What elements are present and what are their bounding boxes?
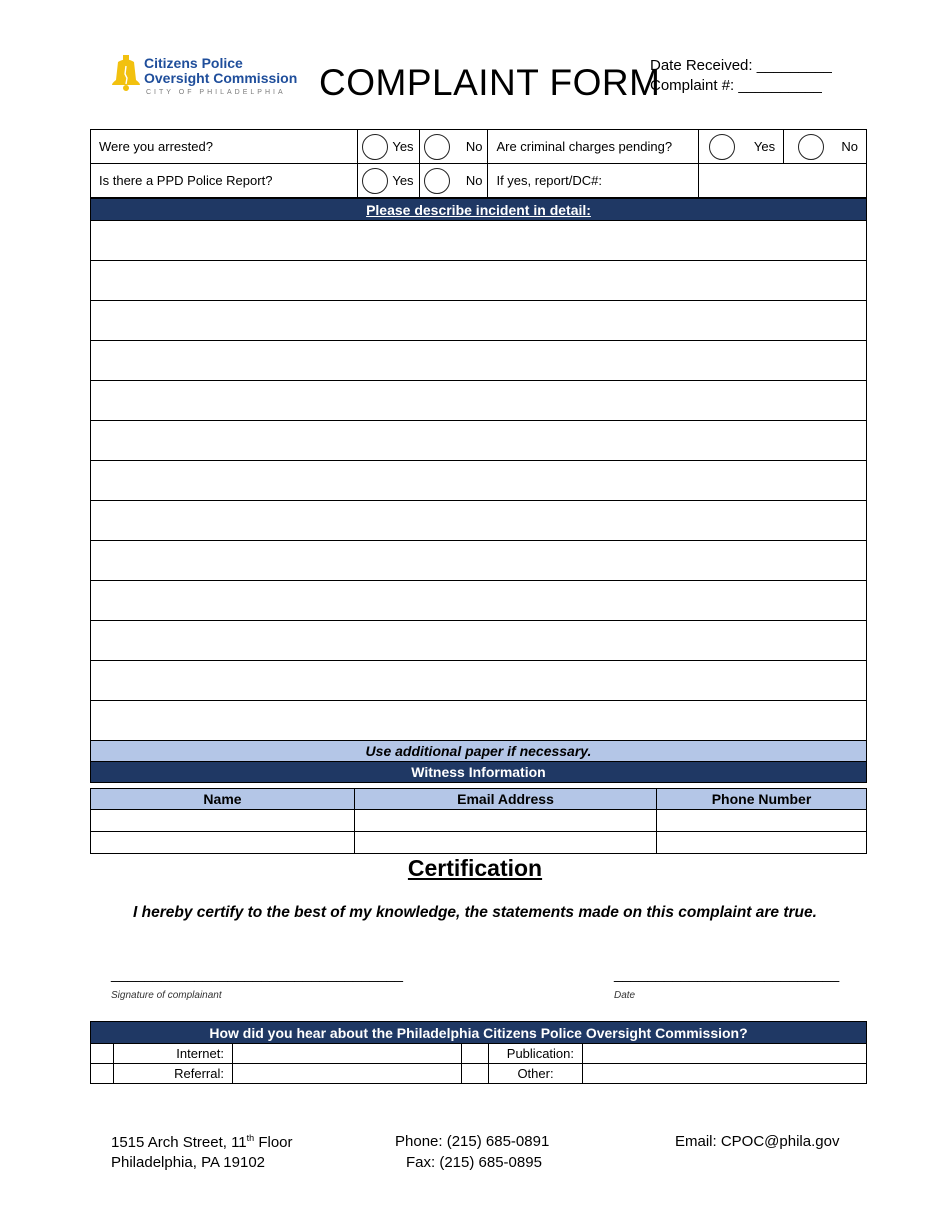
- publication-input[interactable]: [583, 1044, 867, 1064]
- email-address[interactable]: Email: CPOC@phila.gov: [675, 1133, 840, 1150]
- address-floor: Floor: [254, 1134, 293, 1151]
- address-line2: Philadelphia, PA 19102: [111, 1154, 266, 1171]
- report-yes-radio[interactable]: [362, 168, 388, 194]
- publication-checkbox[interactable]: [462, 1044, 489, 1064]
- incident-line[interactable]: [91, 221, 867, 261]
- charges-yes-radio[interactable]: [709, 134, 735, 160]
- arrested-question: Were you arrested?: [91, 130, 358, 164]
- incident-line[interactable]: [91, 381, 867, 421]
- yes-label: Yes: [753, 139, 776, 154]
- incident-heading: [91, 199, 867, 221]
- yes-label: Yes: [392, 173, 414, 188]
- charges-question: Are criminal charges pending?: [488, 130, 699, 164]
- incident-line[interactable]: [91, 341, 867, 381]
- report-no-option[interactable]: [419, 164, 488, 198]
- report-yes-option[interactable]: [357, 164, 419, 198]
- arrested-yes-option[interactable]: [357, 130, 419, 164]
- arrested-yes-radio[interactable]: [362, 134, 388, 160]
- witness-table: [90, 788, 867, 854]
- referral-label: Referral:: [114, 1064, 233, 1084]
- charges-no-radio[interactable]: [798, 134, 824, 160]
- incident-line[interactable]: [91, 701, 867, 741]
- witness-phone-input[interactable]: [657, 810, 867, 832]
- witness-name-input[interactable]: [91, 832, 355, 854]
- incident-detail-table: [90, 198, 867, 783]
- table-row: [91, 832, 867, 854]
- address-ordinal: th: [246, 1133, 255, 1143]
- incident-heading-text: Please describe incident in detail:: [366, 201, 591, 218]
- referral-heading: How did you hear about the Philadelphia Citizens Police Oversight Commission?: [91, 1022, 867, 1044]
- witness-email-input[interactable]: [355, 810, 657, 832]
- signature-line[interactable]: ___________________________________: [111, 966, 403, 983]
- referral-input[interactable]: [233, 1064, 462, 1084]
- incident-line[interactable]: [91, 261, 867, 301]
- charges-no-option[interactable]: [784, 130, 867, 164]
- report-no-radio[interactable]: [424, 168, 450, 194]
- certification-heading: Certification: [407, 855, 543, 881]
- liberty-bell-logo-icon: [110, 54, 142, 92]
- incident-line[interactable]: [91, 461, 867, 501]
- incident-line[interactable]: [91, 501, 867, 541]
- arrested-no-radio[interactable]: [424, 134, 450, 160]
- arrest-questions-table: [90, 129, 867, 198]
- witness-email-header: Email Address: [355, 789, 657, 810]
- logo-text-line1: Citizens Police: [144, 55, 243, 71]
- no-label: No: [841, 139, 858, 154]
- internet-label: Internet:: [114, 1044, 233, 1064]
- yes-label: Yes: [392, 139, 414, 154]
- incident-line[interactable]: [91, 621, 867, 661]
- other-label: Other:: [489, 1064, 583, 1084]
- witness-phone-input[interactable]: [657, 832, 867, 854]
- witness-phone-header: Phone Number: [657, 789, 867, 810]
- charges-yes-option[interactable]: [699, 130, 784, 164]
- other-input[interactable]: [583, 1064, 867, 1084]
- witness-heading: Witness Information: [91, 762, 867, 783]
- address-street: 1515 Arch Street, 11: [111, 1134, 247, 1151]
- logo-text-line2: Oversight Commission: [144, 70, 298, 86]
- page-title: COMPLAINT FORM: [319, 62, 661, 103]
- other-checkbox[interactable]: [462, 1064, 489, 1084]
- signature-label: Signature of complainant: [111, 990, 222, 1001]
- referral-source-table: [90, 1021, 867, 1084]
- internet-input[interactable]: [233, 1044, 462, 1064]
- logo-text-line3: CITY OF PHILADELPHIA: [146, 89, 286, 96]
- witness-name-input[interactable]: [91, 810, 355, 832]
- incident-line[interactable]: [91, 301, 867, 341]
- incident-line[interactable]: [91, 541, 867, 581]
- incident-line[interactable]: [91, 421, 867, 461]
- referral-checkbox[interactable]: [91, 1064, 114, 1084]
- internet-checkbox[interactable]: [91, 1044, 114, 1064]
- additional-paper-note: Use additional paper if necessary.: [91, 741, 867, 762]
- incident-line[interactable]: [91, 581, 867, 621]
- fax-number: Fax: (215) 685-0895: [406, 1154, 542, 1171]
- address-line1: [111, 1133, 293, 1151]
- table-row: [91, 810, 867, 832]
- date-line[interactable]: ___________________________: [614, 966, 840, 983]
- no-label: No: [465, 139, 483, 154]
- publication-label: Publication:: [489, 1044, 583, 1064]
- incident-line[interactable]: [91, 661, 867, 701]
- date-label: Date: [614, 990, 636, 1001]
- arrested-no-option[interactable]: [419, 130, 488, 164]
- report-number-label: If yes, report/DC#:: [488, 164, 699, 198]
- report-question: Is there a PPD Police Report?: [91, 164, 358, 198]
- no-label: No: [465, 173, 483, 188]
- witness-name-header: Name: [91, 789, 355, 810]
- certification-statement: I hereby certify to the best of my knowledge, the statements made on this complaint are true.: [133, 904, 817, 921]
- report-number-input[interactable]: [699, 164, 867, 198]
- phone-number: Phone: (215) 685-0891: [395, 1133, 550, 1150]
- witness-email-input[interactable]: [355, 832, 657, 854]
- complaint-number-field[interactable]: Complaint #: __________: [650, 77, 822, 94]
- date-received-field[interactable]: Date Received: _________: [650, 57, 832, 74]
